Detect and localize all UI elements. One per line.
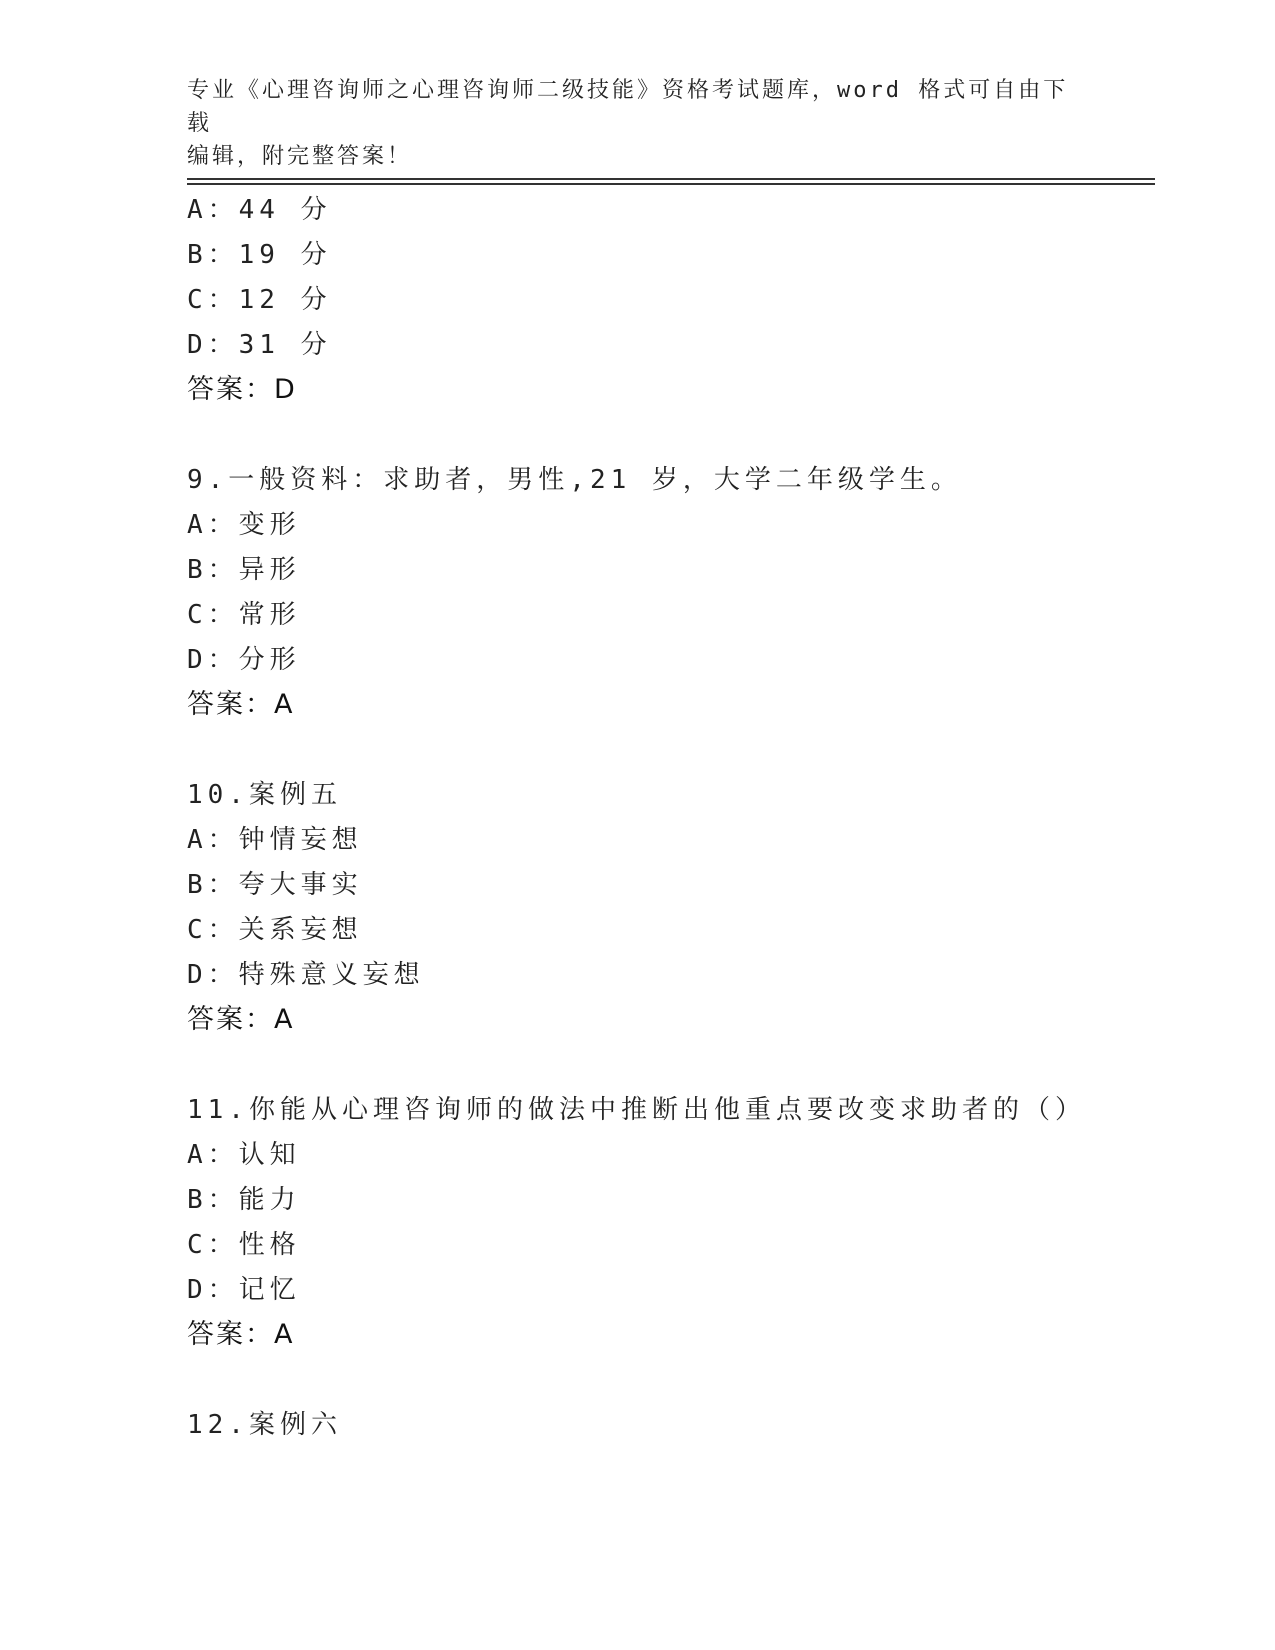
option-b: B：19 分 (187, 240, 332, 270)
question-text: 10.案例五 (187, 780, 342, 810)
option-a: A：44 分 (187, 195, 332, 225)
option-b: B：夸大事实 (187, 870, 363, 900)
option-d: D：特殊意义妄想 (187, 960, 425, 990)
option-d: D：分形 (187, 645, 301, 675)
option-c: C：关系妄想 (187, 915, 363, 945)
option-b: B：能力 (187, 1185, 301, 1215)
header-divider-top (187, 178, 1155, 180)
question-text: 9.一般资料：求助者，男性,21 岁，大学二年级学生。 (187, 465, 962, 495)
option-c: C：性格 (187, 1230, 301, 1260)
question-text: 11.你能从心理咨询师的做法中推断出他重点要改变求助者的（） (187, 1095, 1086, 1125)
option-c: C：常形 (187, 600, 301, 630)
option-d: D：记忆 (187, 1275, 301, 1305)
question-text: 12.案例六 (187, 1410, 342, 1440)
answer: 答案：A (187, 1319, 295, 1350)
option-a: A：钟情妄想 (187, 825, 363, 855)
answer: 答案：A (187, 1004, 295, 1035)
answer: 答案：D (187, 374, 297, 405)
header-divider-bottom (187, 183, 1155, 185)
option-c: C：12 分 (187, 285, 332, 315)
header-line-2: 编辑，附完整答案！ (187, 144, 413, 169)
option-d: D：31 分 (187, 330, 332, 360)
header-line-1: 专业《心理咨询师之心理咨询师二级技能》资格考试题库，word 格式可自由下载 (187, 78, 1069, 136)
answer: 答案：A (187, 689, 295, 720)
option-a: A：认知 (187, 1140, 301, 1170)
document-header (187, 74, 1087, 173)
option-b: B：异形 (187, 555, 301, 585)
option-a: A：变形 (187, 510, 301, 540)
